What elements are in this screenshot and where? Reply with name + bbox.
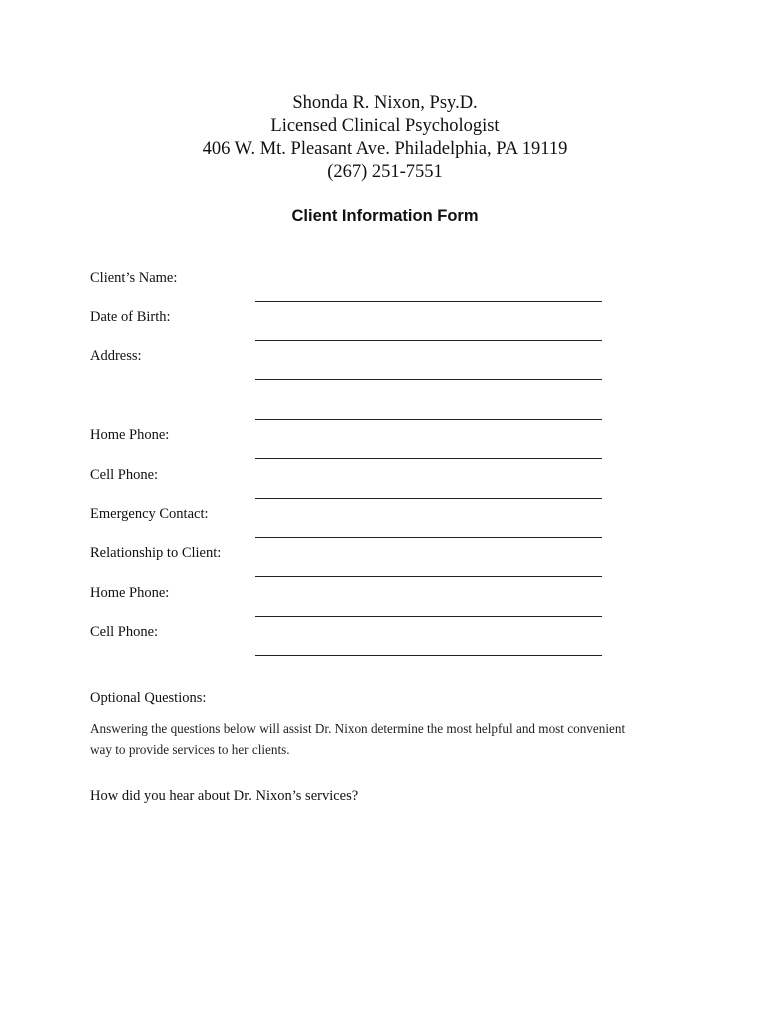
field-row-date-of-birth <box>90 307 610 331</box>
emergency-contact-field[interactable] <box>255 519 602 538</box>
question-referral-source: How did you hear about Dr. Nixon’s services? <box>90 788 359 804</box>
home-phone-field[interactable] <box>255 440 602 459</box>
relationship-field[interactable] <box>255 558 602 577</box>
client-name-label: Client’s Name: <box>90 270 178 286</box>
practice-phone: (267) 251-7551 <box>327 162 443 182</box>
date-of-birth-field[interactable] <box>255 322 602 341</box>
cell-phone-label: Cell Phone: <box>90 467 159 483</box>
emergency-cell-phone-label: Cell Phone: <box>90 624 159 640</box>
field-row-cell-phone <box>90 465 610 489</box>
field-row-emergency-home-phone <box>90 583 610 607</box>
field-row-address <box>90 346 610 370</box>
optional-questions-heading: Optional Questions: <box>90 690 207 706</box>
form-title: Client Information Form <box>291 207 479 225</box>
practitioner-name: Shonda R. Nixon, Psy.D. <box>292 93 478 113</box>
client-name-field[interactable] <box>255 283 602 302</box>
home-phone-label: Home Phone: <box>90 427 170 443</box>
emergency-home-phone-field[interactable] <box>255 598 602 617</box>
emergency-home-phone-label: Home Phone: <box>90 585 170 601</box>
field-row-home-phone <box>90 425 610 449</box>
field-row-address-line-2 <box>90 386 610 410</box>
field-row-relationship <box>90 543 610 567</box>
field-row-emergency-contact <box>90 504 610 528</box>
address-line-2-field[interactable] <box>255 401 602 420</box>
relationship-label: Relationship to Client: <box>90 545 222 561</box>
practitioner-title: Licensed Clinical Psychologist <box>270 116 500 136</box>
cell-phone-field[interactable] <box>255 480 602 499</box>
optional-questions-intro: Answering the questions below will assist Dr. Nixon determine the most helpful and most convenient way to provide services to her clients. <box>90 721 626 757</box>
letterhead <box>0 92 770 184</box>
field-row-client-name <box>90 268 610 292</box>
emergency-cell-phone-field[interactable] <box>255 637 602 656</box>
field-row-emergency-cell-phone <box>90 622 610 646</box>
address-label: Address: <box>90 348 142 364</box>
address-line-1-field[interactable] <box>255 361 602 380</box>
practice-address: 406 W. Mt. Pleasant Ave. Philadelphia, PA 19119 <box>202 139 568 159</box>
date-of-birth-label: Date of Birth: <box>90 309 171 325</box>
emergency-contact-label: Emergency Contact: <box>90 506 209 522</box>
